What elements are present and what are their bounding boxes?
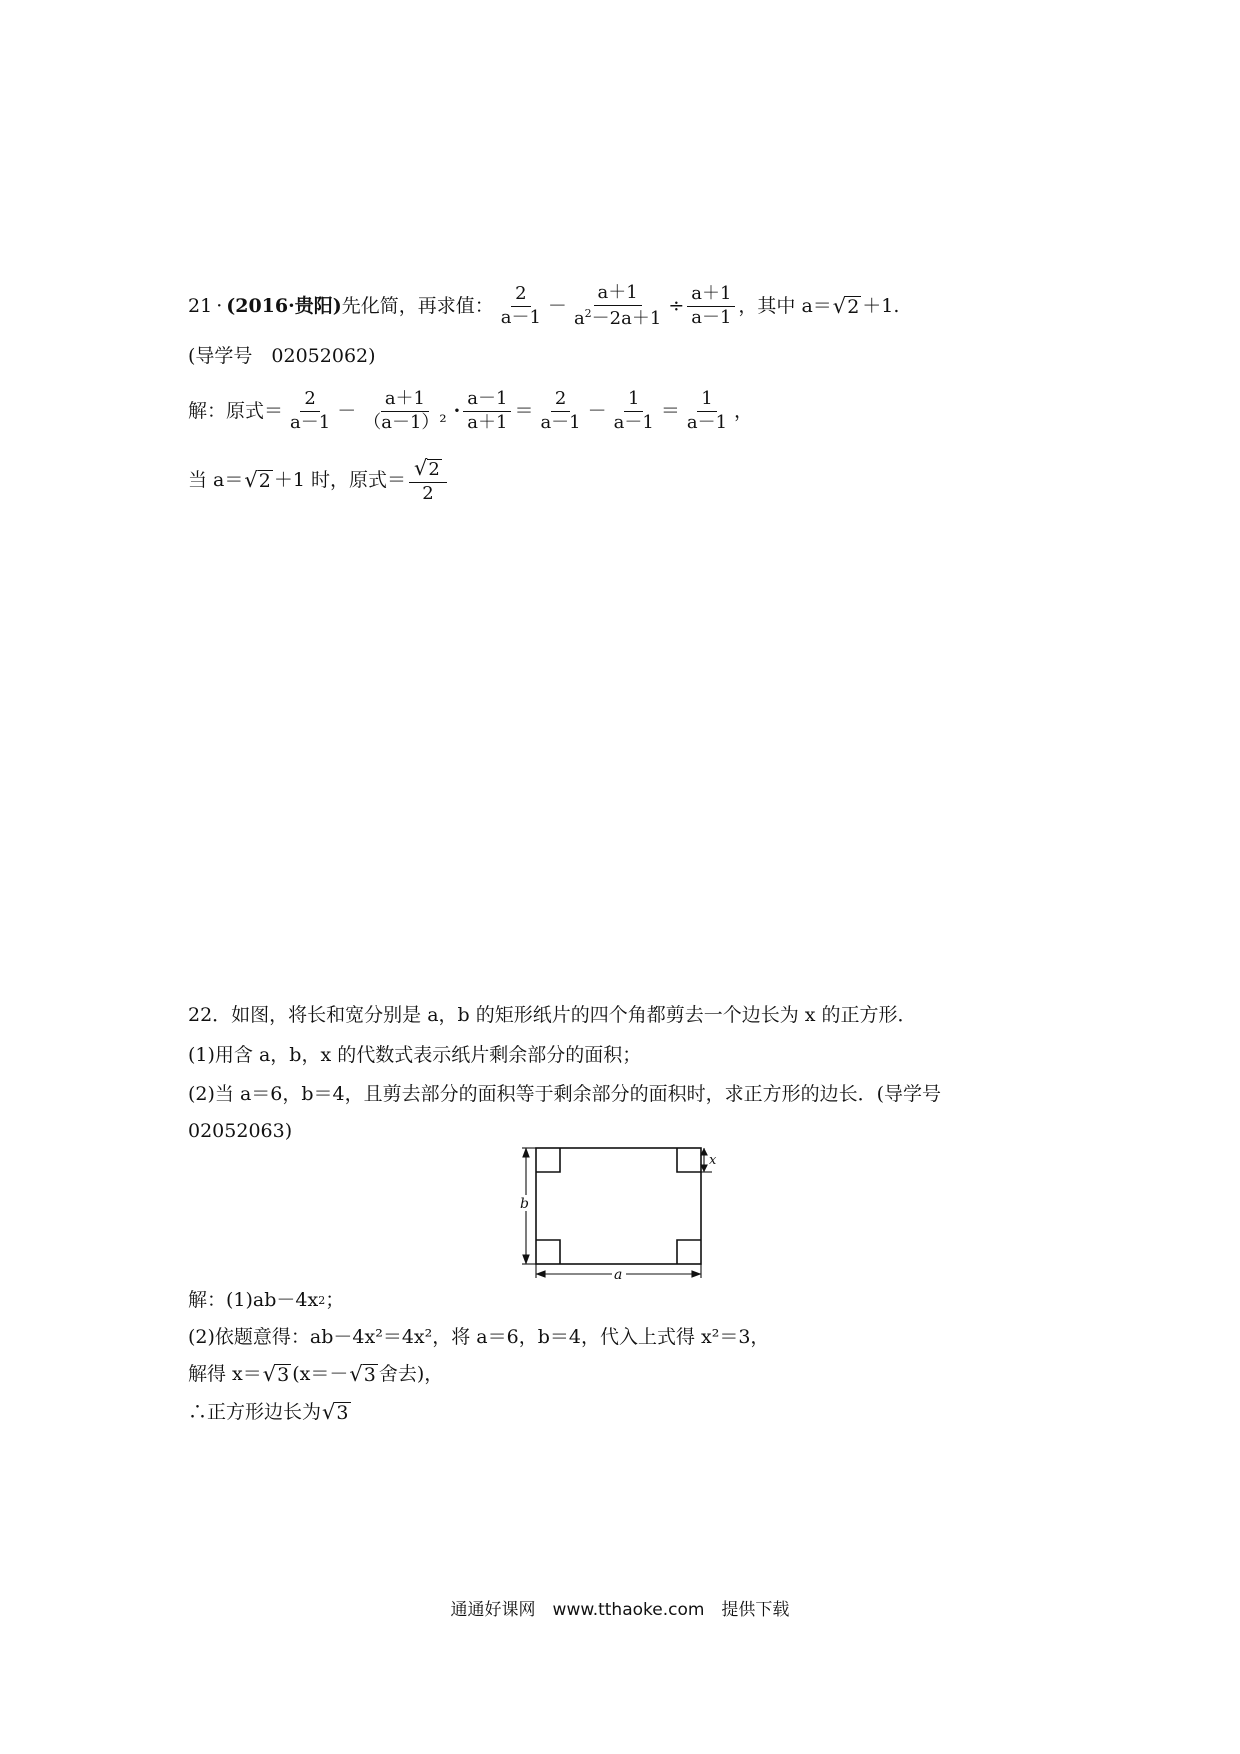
q21-minus: － <box>547 294 567 317</box>
problem-text: (2)当 a＝6，b＝4，且剪去部分的面积等于剩余部分的面积时，求正方形的边长．(导学号 <box>188 1083 942 1105</box>
q21-divide: ÷ <box>668 294 685 317</box>
exponent: 2 <box>584 306 592 320</box>
sqrt-symbol: √ 3 <box>349 1362 376 1386</box>
frac-denominator: （a－1）² <box>363 411 447 433</box>
q21-evaluation-line <box>188 458 450 504</box>
punctuation: ， <box>734 399 754 422</box>
radicand: 2 <box>428 459 440 480</box>
solution-text: (2)依题意得：ab－4x²＝4x²，将 a＝6，b＝4，代入上式得 x²＝3， <box>188 1326 770 1348</box>
arrow-right <box>692 1271 700 1277</box>
q21-prompt: 先化简，再求值： <box>341 294 494 317</box>
frac-numerator: 1 <box>697 390 716 412</box>
frac-numerator: a＋1 <box>687 285 735 307</box>
q22-sol2 <box>188 1328 769 1347</box>
q21-solution-line <box>188 390 753 433</box>
solution-text: ∴正方形边长为 <box>188 1401 322 1423</box>
den-part: －2a＋1 <box>591 307 662 329</box>
eval-text: 当 a＝ <box>188 469 244 492</box>
sqrt-symbol: √ 2 <box>244 468 271 493</box>
frac-denominator: a－1 <box>691 306 732 328</box>
corner-square-tl <box>536 1148 560 1172</box>
solution-text: 舍去)， <box>378 1363 444 1385</box>
frac-denominator: a－1 <box>686 411 728 433</box>
page-footer: 通通好课网 www.tthaoke.com 提供下载 <box>450 1600 790 1620</box>
q21-cond-pre: ，其中 a＝ <box>738 294 832 317</box>
frac-numerator: a＋1 <box>594 284 642 306</box>
q22-sol4 <box>188 1402 352 1423</box>
q21-frac1 <box>497 285 545 328</box>
q21-problem-line <box>188 284 899 329</box>
operator: ＝ <box>660 399 680 422</box>
rectangle-figure <box>0 1140 1240 1280</box>
q22-sol1 <box>188 1291 344 1310</box>
operator: ＝ <box>514 399 534 422</box>
q21-number: 21 <box>188 294 213 317</box>
radicand: 3 <box>336 1402 349 1424</box>
sol-frac5 <box>610 390 658 433</box>
sol-frac4 <box>536 390 584 433</box>
frac-numerator: 2 <box>511 285 530 307</box>
frac-numerator: a＋1 <box>381 390 429 412</box>
sqrt-symbol: √ 3 <box>322 1400 349 1424</box>
frac-numerator: 2 <box>300 390 319 412</box>
corner-square-tr <box>677 1148 701 1172</box>
operator: · <box>453 399 461 422</box>
q21-frac3 <box>687 285 735 328</box>
q21-cond-post: ＋1. <box>862 294 900 317</box>
sol-frac6 <box>683 390 731 433</box>
q21-frac2 <box>570 284 665 329</box>
frac-denominator <box>570 306 665 329</box>
radicand: 3 <box>363 1364 376 1386</box>
corner-square-br <box>677 1240 701 1264</box>
q22-sol3 <box>188 1364 443 1385</box>
frac-numerator: 1 <box>624 390 643 412</box>
sol-frac1 <box>286 390 334 433</box>
problem-text: (1)用含 a，b，x 的代数式表示纸片剩余部分的面积； <box>188 1044 642 1066</box>
den-part: a <box>573 307 585 329</box>
eval-text: ＋1 时，原式＝ <box>273 469 406 492</box>
solution-text: ； <box>325 1289 345 1311</box>
problem-text: 22．如图，将长和宽分别是 a，b 的矩形纸片的四个角都剪去一个边长为 x 的正方形． <box>188 1004 917 1026</box>
operator: － <box>587 399 607 422</box>
corner-square-bl <box>536 1240 560 1264</box>
frac-denominator: a－1 <box>500 306 541 328</box>
q21-dot: · <box>216 294 223 317</box>
q21-guide <box>188 347 376 366</box>
q22-line4 <box>188 1122 292 1141</box>
frac-denominator: 2 <box>422 482 434 504</box>
frac-numerator: 2 <box>551 390 570 412</box>
frac-denominator: a－1 <box>613 411 654 433</box>
q22-line2 <box>188 1046 641 1065</box>
frac-numerator <box>409 458 447 483</box>
frac-denominator: a＋1 <box>467 411 508 433</box>
radicand: 2 <box>258 470 271 493</box>
frac-denominator: a－1 <box>540 411 581 433</box>
q21-source: (2016·贵阳) <box>226 294 342 317</box>
sqrt-symbol: √ 2 <box>414 456 440 480</box>
label-b: b <box>520 1196 529 1212</box>
label-x: x <box>709 1153 717 1168</box>
frac-numerator: a－1 <box>463 390 511 412</box>
answer-frac <box>409 458 447 504</box>
solution-text: (x＝－ <box>292 1363 349 1385</box>
radicand: 3 <box>277 1364 290 1386</box>
arrow-up <box>523 1149 529 1157</box>
sqrt-symbol: √ 3 <box>262 1362 290 1386</box>
sqrt-symbol: √ 2 <box>832 293 860 318</box>
sol-frac3 <box>463 390 511 433</box>
guide-number: (导学号 02052062) <box>188 345 376 367</box>
operator: － <box>337 399 357 422</box>
radicand: 2 <box>847 295 860 318</box>
solution-label: 解：原式＝ <box>188 399 284 422</box>
solution-text: 解得 x＝ <box>188 1363 262 1385</box>
q22-line3 <box>188 1085 941 1104</box>
frac-denominator: a－1 <box>290 411 331 433</box>
guide-number: 02052063) <box>188 1120 293 1142</box>
label-a: a <box>614 1267 623 1280</box>
solution-text: 解：(1)ab－4x <box>188 1289 319 1311</box>
q22-line1 <box>188 1006 917 1025</box>
sol-frac2 <box>359 390 450 433</box>
arrow-down <box>523 1255 529 1263</box>
exponent: 2 <box>318 1294 326 1307</box>
arrow-left <box>537 1271 545 1277</box>
